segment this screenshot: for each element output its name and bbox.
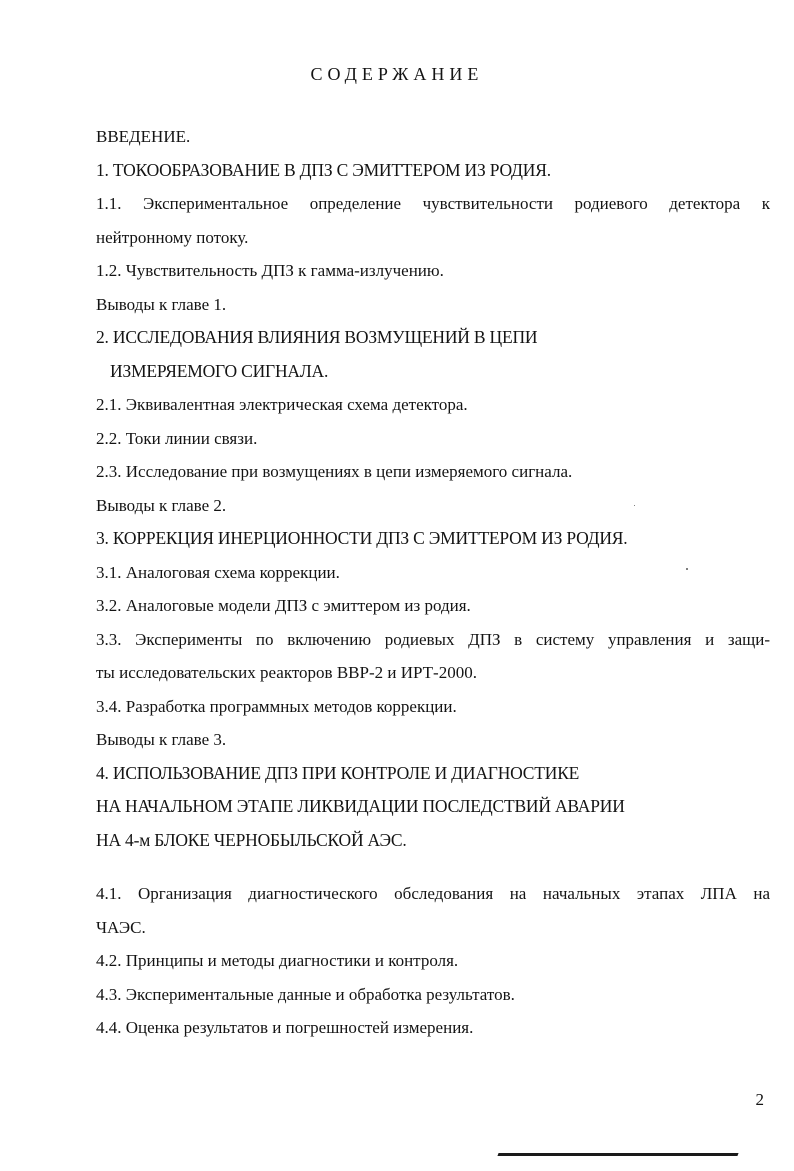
toc-chapter-3: 3. КОРРЕКЦИЯ ИНЕРЦИОННОСТИ ДПЗ С ЭМИТТЕРОМ ИЗ РОДИЯ. <box>96 528 628 548</box>
toc-chapter-4-continued-2: НА 4-м БЛОКЕ ЧЕРНОБЫЛЬСКОЙ АЭС. <box>96 829 407 850</box>
toc-section-2-3: 2.3. Исследование при возмущениях в цепи измеряемого сигнала. <box>96 462 573 481</box>
table-of-contents <box>96 120 770 1045</box>
toc-section-4-3: 4.3. Экспериментальные данные и обработка результатов. <box>96 984 515 1004</box>
footer-rule <box>497 1153 738 1156</box>
toc-section-3-3: 3.3. Эксперименты по включению родиевых ДПЗ в систему управления и защи- <box>96 629 770 649</box>
toc-section-3-1: 3.1. Аналоговая схема коррекции. <box>96 562 340 582</box>
toc-section-4-1: 4.1. Организация диагностического обследования на начальных этапах ЛПА на <box>96 884 770 903</box>
toc-section-4-2: 4.2. Принципы и методы диагностики и контроля. <box>96 951 459 970</box>
toc-section-4-4: 4.4. Оценка результатов и погрешностей измерения. <box>96 1018 474 1037</box>
toc-section-2-1: 2.1. Эквивалентная электрическая схема детектора. <box>96 395 468 414</box>
toc-section-1-1: 1.1. Экспериментальное определение чувствительности родиевого детектора к <box>96 194 770 213</box>
section-gap <box>96 857 770 877</box>
toc-intro: ВВЕДЕНИЕ. <box>96 127 191 146</box>
toc-chapter-2-continued: ИЗМЕРЯЕМОГО СИГНАЛА. <box>110 360 329 381</box>
toc-section-1-2: 1.2. Чувствительность ДПЗ к гамма-излучению. <box>96 261 444 280</box>
toc-section-1-1-continued: нейтронному потоку. <box>96 227 249 247</box>
page-title: СОДЕРЖАНИЕ <box>310 64 484 84</box>
toc-conclusions-1: Выводы к главе 1. <box>96 294 227 314</box>
toc-conclusions-2: Выводы к главе 2. <box>96 495 227 515</box>
toc-chapter-4-continued-1: НА НАЧАЛЬНОМ ЭТАПЕ ЛИКВИДАЦИИ ПОСЛЕДСТВИЙ АВАРИИ <box>96 796 625 816</box>
toc-chapter-4: 4. ИСПОЛЬЗОВАНИЕ ДПЗ ПРИ КОНТРОЛЕ И ДИАГНОСТИКЕ <box>96 762 580 783</box>
toc-section-2-2: 2.2. Токи линии связи. <box>96 428 258 448</box>
page-number: 2 <box>755 1090 764 1109</box>
scan-speck <box>686 568 688 570</box>
toc-chapter-2: 2. ИССЛЕДОВАНИЯ ВЛИЯНИЯ ВОЗМУЩЕНИЙ В ЦЕПИ <box>96 327 538 347</box>
toc-section-3-3-continued: ты исследовательских реакторов ВВР-2 и ИРТ-2000. <box>96 663 477 682</box>
toc-section-3-2: 3.2. Аналоговые модели ДПЗ с эмиттером из родия. <box>96 596 471 615</box>
toc-section-3-4: 3.4. Разработка программных методов коррекции. <box>96 696 457 716</box>
toc-chapter-1: 1. ТОКООБРАЗОВАНИЕ В ДПЗ С ЭМИТТЕРОМ ИЗ РОДИЯ. <box>96 159 551 180</box>
toc-conclusions-3: Выводы к главе 3. <box>96 730 227 749</box>
scan-speck <box>634 505 635 506</box>
toc-section-4-1-continued: ЧАЭС. <box>96 917 146 937</box>
